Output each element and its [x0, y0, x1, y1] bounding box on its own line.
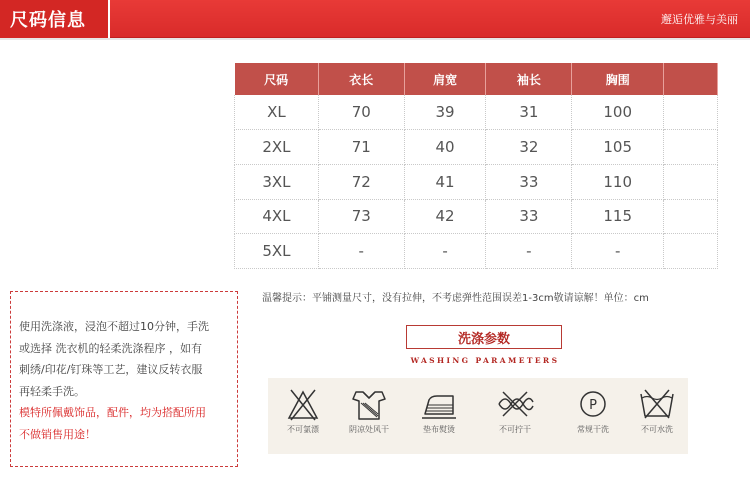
washing-icon-item — [560, 386, 626, 448]
dry-clean-icon — [575, 386, 611, 422]
header-divider — [0, 38, 750, 40]
cell-shoulder: 41 — [404, 164, 486, 199]
cell-length: 73 — [318, 199, 404, 234]
icon-label: 不可氯漂 — [287, 425, 319, 434]
accessory-note: 不做销售用途！ — [19, 427, 96, 441]
icon-label: 垫布熨烫 — [423, 425, 455, 434]
icon-label: 常规干洗 — [577, 425, 609, 434]
care-line: 使用洗涤液，浸泡不超过10分钟，手洗 — [19, 320, 209, 333]
washing-icon-item — [406, 386, 472, 448]
cell-shoulder: 42 — [404, 199, 486, 234]
cell-chest: - — [572, 234, 664, 269]
cell-length: 72 — [318, 164, 404, 199]
header-shoulder: 肩宽 — [404, 63, 486, 95]
table-row — [235, 130, 718, 165]
header-tagline: 邂逅优雅与美丽 — [661, 13, 738, 26]
cell-size: 4XL — [235, 199, 319, 234]
cell-sleeve: 32 — [486, 130, 572, 165]
cell-shoulder: 40 — [404, 130, 486, 165]
care-instructions-box — [10, 291, 238, 467]
no-bleach-icon — [286, 386, 320, 422]
cell-chest: 105 — [572, 130, 664, 165]
svg-text:P: P — [589, 398, 597, 413]
header-chest: 胸围 — [572, 63, 664, 95]
header-blank — [664, 63, 718, 95]
washing-icon-item — [336, 386, 402, 448]
cell-chest: 115 — [572, 199, 664, 234]
no-wring-icon — [495, 386, 535, 422]
care-line: 再轻柔手洗。 — [19, 384, 85, 398]
cell-sleeve: - — [486, 234, 572, 269]
washing-icon-item — [482, 386, 548, 448]
iron-with-cloth-icon — [419, 386, 459, 422]
shade-dry-icon — [351, 386, 387, 422]
table-row — [235, 164, 718, 199]
cell-chest: 100 — [572, 95, 664, 130]
cell-length: 71 — [318, 130, 404, 165]
header-band — [0, 0, 750, 38]
no-wash-icon — [637, 386, 677, 422]
table-row — [235, 95, 718, 130]
cell-size: 2XL — [235, 130, 319, 165]
cell-blank — [664, 199, 718, 234]
washing-icon-item — [624, 386, 690, 448]
page-title: 尺码信息 — [10, 10, 86, 31]
cell-blank — [664, 164, 718, 199]
cell-sleeve: 31 — [486, 95, 572, 130]
cell-sleeve: 33 — [486, 164, 572, 199]
cell-chest: 110 — [572, 164, 664, 199]
header-size: 尺码 — [235, 63, 319, 95]
table-row — [235, 199, 718, 234]
cell-blank — [664, 234, 718, 269]
care-line: 刺绣/印花/钉珠等工艺，建议反转衣服 — [19, 363, 203, 376]
cell-length: - — [318, 234, 404, 269]
cell-size: 3XL — [235, 164, 319, 199]
icon-label: 不可水洗 — [641, 425, 673, 434]
cell-size: 5XL — [235, 234, 319, 269]
icon-label: 阴凉处风干 — [349, 425, 389, 434]
cell-blank — [664, 95, 718, 130]
cell-shoulder: 39 — [404, 95, 486, 130]
care-line: 或选择 洗衣机的轻柔洗涤程序 ，如有 — [19, 341, 202, 355]
washing-icons-panel — [268, 378, 688, 454]
header-length: 衣长 — [318, 63, 404, 95]
cell-length: 70 — [318, 95, 404, 130]
accessory-note: 模特所佩戴饰品，配件，均为搭配所用 — [19, 406, 206, 419]
washing-subtitle: WASHING PARAMETERS — [410, 356, 560, 365]
cell-blank — [664, 130, 718, 165]
header-bar — [0, 0, 750, 44]
title-box — [0, 0, 108, 38]
size-table-header — [235, 63, 718, 95]
cell-size: XL — [235, 95, 319, 130]
table-row — [235, 234, 718, 269]
measurement-note: 温馨提示：平铺测量尺寸，没有拉伸，不考虑弹性范围误差1-3cm敬请谅解！单位：cm — [262, 293, 649, 304]
header-sleeve: 袖长 — [486, 63, 572, 95]
washing-title: 洗涤参数 — [406, 325, 562, 349]
washing-icon-item — [270, 386, 336, 448]
icon-label: 不可拧干 — [499, 425, 531, 434]
size-table — [234, 63, 718, 269]
cell-sleeve: 33 — [486, 199, 572, 234]
cell-shoulder: - — [404, 234, 486, 269]
